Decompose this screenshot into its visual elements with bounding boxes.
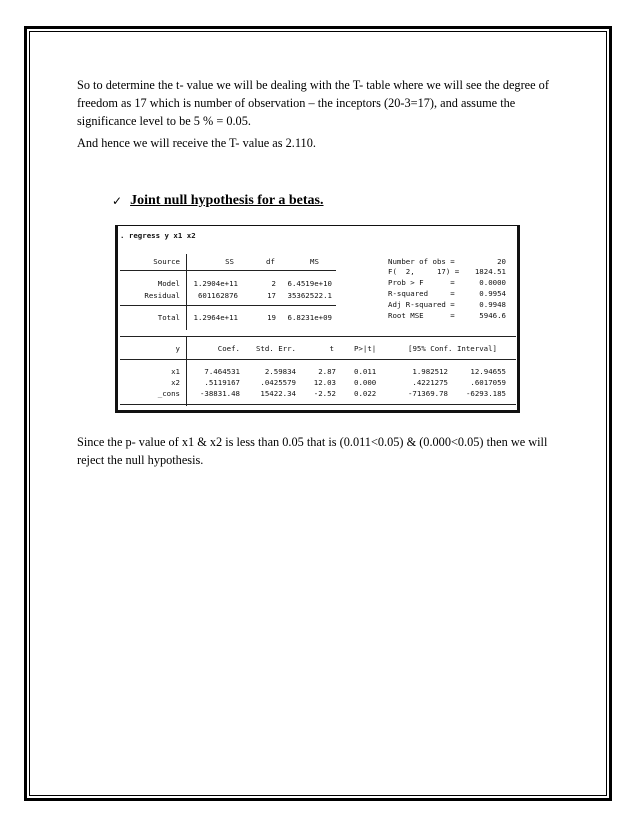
stat-value: 1824.51 — [474, 267, 506, 276]
coef-ci-low: .4221275 — [412, 378, 448, 387]
anova-ss: 601162876 — [197, 291, 238, 300]
anova-total-rule — [120, 305, 336, 306]
coef-var: x2 — [171, 378, 180, 387]
coef-ci-high: .6017059 — [470, 378, 506, 387]
stat-value: 0.0000 — [479, 278, 506, 287]
paragraph-line: Since the p- value of x1 & x2 is less than 0.05 that is (0.011<0.05) & (0.000<0.05) then we will — [77, 435, 548, 449]
coef-bottom-rule — [120, 404, 516, 405]
stat-label: Prob > F = — [388, 278, 455, 287]
anova-ss: 1.2904e+11 — [193, 279, 238, 288]
anova-df: 2 — [271, 279, 276, 288]
coef-value: 7.464531 — [204, 367, 240, 376]
coef-t: 2.87 — [318, 367, 336, 376]
section-heading — [112, 193, 324, 209]
coef-p: 0.011 — [354, 367, 377, 376]
coef-top-rule — [120, 336, 516, 337]
coef-header-y: y — [175, 344, 180, 353]
anova-ss: 1.2964e+11 — [193, 313, 238, 322]
anova-source: Total — [157, 313, 180, 322]
anova-header-ss: SS — [225, 257, 234, 266]
anova-df: 17 — [267, 291, 276, 300]
coef-header-p: P>|t| — [354, 344, 377, 353]
regress-command: . regress y x1 x2 — [120, 231, 196, 240]
coef-header-coef: Coef. — [217, 344, 240, 353]
paragraph-line: So to determine the t- value we will be dealing with the T- table where we will see the degree of — [77, 78, 549, 92]
stat-label: Number of obs = — [388, 257, 455, 266]
coef-se: 15422.34 — [260, 389, 296, 398]
paragraph-t-value-result — [77, 134, 567, 152]
coef-ci-low: 1.982512 — [412, 367, 448, 376]
coef-p: 0.022 — [354, 389, 377, 398]
anova-divider — [186, 254, 187, 330]
section-heading-text: Joint null hypothesis for a betas. — [130, 193, 324, 208]
coef-ci-high: 12.94655 — [470, 367, 506, 376]
coef-se: .0425579 — [260, 378, 296, 387]
anova-ms: 6.8231e+09 — [287, 313, 332, 322]
stat-value: 0.9948 — [479, 300, 506, 309]
paragraph-line: reject the null hypothesis. — [77, 453, 204, 467]
coef-header-rule — [120, 359, 516, 360]
paragraph-line: And hence we will receive the T- value as 2.110. — [77, 136, 316, 150]
coef-se: 2.59834 — [264, 367, 296, 376]
stat-value: 0.9954 — [479, 289, 506, 298]
paragraph-conclusion — [77, 433, 567, 469]
coef-p: 0.000 — [354, 378, 377, 387]
coef-header-ci: [95% Conf. Interval] — [408, 344, 497, 353]
checkmark-icon: ✓ — [112, 194, 123, 208]
coef-header-t: t — [329, 344, 334, 353]
anova-header-df: df — [266, 257, 275, 266]
stat-label: Adj R-squared = — [388, 300, 455, 309]
coef-t: -2.52 — [313, 389, 336, 398]
coef-var: _cons — [157, 389, 180, 398]
stat-label: Root MSE = — [388, 311, 455, 320]
coef-value: .5119167 — [204, 378, 240, 387]
regression-output — [115, 225, 520, 413]
paragraph-line: freedom as 17 which is number of observation – the inceptors (20-3=17), and assume the — [77, 96, 516, 110]
anova-source: Model — [157, 279, 180, 288]
anova-header-ms: MS — [310, 257, 319, 266]
anova-df: 19 — [267, 313, 276, 322]
coef-ci-high: -6293.185 — [465, 389, 506, 398]
coef-divider — [186, 336, 187, 406]
coef-ci-low: -71369.78 — [407, 389, 448, 398]
coef-var: x1 — [171, 367, 180, 376]
stat-label: F( 2, 17) = — [388, 267, 460, 276]
stat-label: R-squared = — [388, 289, 455, 298]
coef-value: -38831.48 — [199, 389, 240, 398]
anova-header-rule — [120, 270, 336, 271]
coef-t: 12.03 — [313, 378, 336, 387]
coef-header-se: Std. Err. — [255, 344, 296, 353]
anova-header-source: Source — [153, 257, 180, 266]
anova-ms: 35362522.1 — [287, 291, 332, 300]
anova-ms: 6.4519e+10 — [287, 279, 332, 288]
stat-value: 5946.6 — [479, 311, 506, 320]
anova-source: Residual — [144, 291, 180, 300]
paragraph-line: significance level to be 5 % = 0.05. — [77, 114, 251, 128]
stat-value: 20 — [497, 257, 506, 266]
paragraph-t-value-intro — [77, 76, 567, 130]
